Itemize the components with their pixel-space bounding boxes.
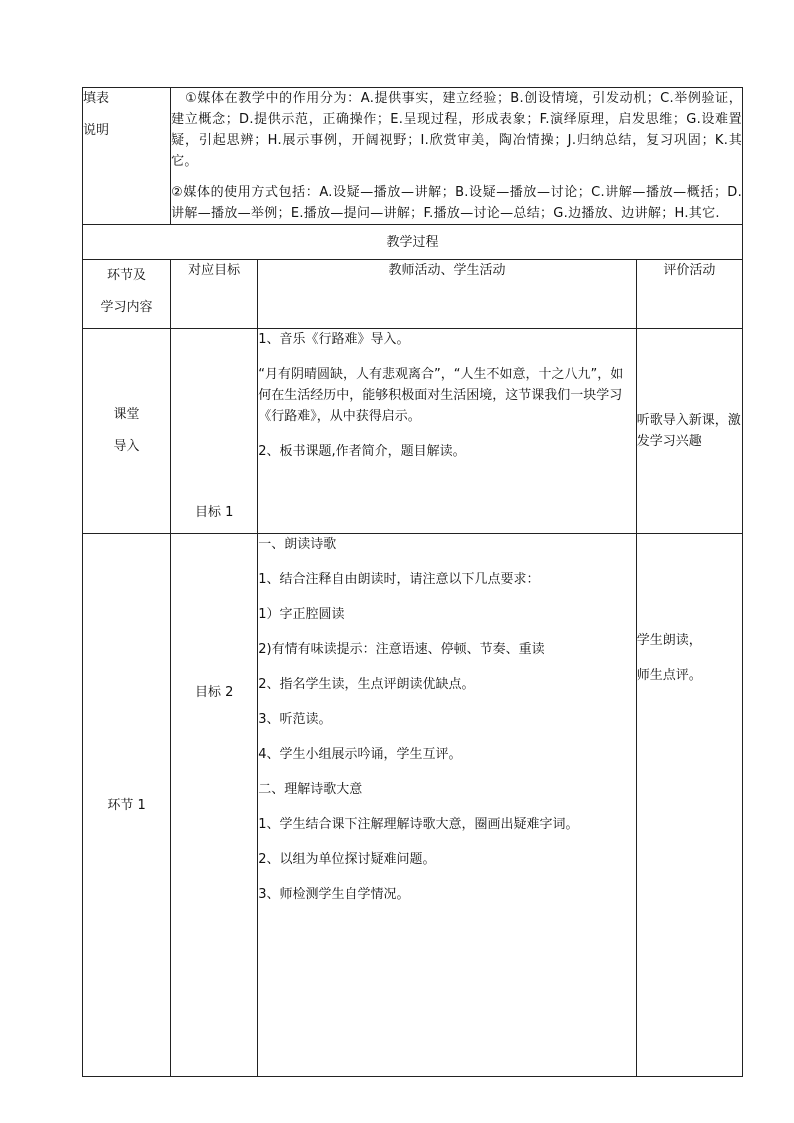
header-goal: 对应目标 (171, 260, 258, 329)
link1-evaluation-cell (636, 534, 742, 1077)
header-row (83, 260, 743, 329)
intro-evaluation-cell (636, 329, 742, 534)
intro-activity-2: “月有阴晴圆缺，人有悲观离合”，“人生不如意，十之八九”，如何在生活经历中，能够积极面对生活困境，这节课我们一块学习《行路难》，从中获得启示。 (258, 367, 624, 424)
lesson-plan-table (82, 87, 743, 1077)
header-evaluation: 评价活动 (636, 260, 742, 329)
intro-activity-3: 2、板书课题,作者简介，题目解读。 (258, 444, 466, 459)
link1-goal-cell (171, 534, 258, 1077)
link1-activity-9: 1、学生结合课下注解理解诗歌大意，圈画出疑难字词。 (258, 817, 579, 832)
note-label-cell (83, 88, 171, 225)
link1-activity-11: 3、师检测学生自学情况。 (258, 887, 410, 902)
intro-evaluation: 听歌导入新课，激发学习兴趣 (636, 413, 741, 449)
link1-activity-3: 1）字正腔圆读 (258, 607, 345, 622)
link1-activity-2: 1、结合注释自由朗读时，请注意以下几点要求： (258, 572, 540, 587)
link1-row (83, 534, 743, 1077)
link1-activity-1: 一、朗读诗歌 (258, 537, 337, 552)
note-label-line1: 填表 (83, 91, 110, 106)
intro-label-line1: 课堂 (113, 407, 140, 422)
header-stage-line1: 环节及 (107, 268, 147, 283)
header-stage-line2: 学习内容 (100, 300, 153, 315)
link1-activity-10: 2、以组为单位探讨疑难问题。 (258, 852, 436, 867)
intro-goal-cell (171, 329, 258, 534)
intro-label-line2: 导入 (113, 439, 140, 454)
section-title-row (83, 225, 743, 260)
link1-activity-6: 3、听范读。 (258, 712, 332, 727)
link1-activity-7: 4、学生小组展示吟诵，学生互评。 (258, 747, 462, 762)
intro-goal: 目标 1 (194, 505, 234, 520)
note-body-cell (171, 88, 743, 225)
note-row (83, 88, 743, 225)
link1-activity-5: 2、指名学生读，生点评朗读优缺点。 (258, 677, 475, 692)
intro-activity-1: 1、音乐《行路难》导入。 (258, 332, 410, 347)
link1-activity-8: 二、理解诗歌大意 (258, 782, 363, 797)
intro-stage-cell (83, 329, 171, 534)
header-stage (83, 260, 171, 329)
header-activities: 教师活动、学生活动 (258, 260, 637, 329)
link1-activity-4: 2)有情有味读提示：注意语速、停顿、节奏、重读 (258, 642, 545, 657)
note-paragraph-2: ②媒体的使用方式包括：A.设疑—播放—讲解；B.设疑—播放—讨论；C.讲解—播放—概括；D.讲解—播放—举例；E.播放—提问—讲解；F.播放—讨论—总结；G.边播放、边讲解；H.其它. (171, 185, 742, 221)
link1-evaluation-line1: 学生朗读， (636, 633, 702, 648)
link1-goal: 目标 2 (194, 685, 234, 700)
section-title: 教学过程 (83, 225, 743, 260)
intro-row (83, 329, 743, 534)
link1-label: 环节 1 (107, 797, 146, 813)
note-paragraph-1: ①媒体在教学中的作用分为：A.提供事实，建立经验；B.创设情境，引发动机；C.举例验证，建立概念；D.提供示范，正确操作；E.呈现过程，形成表象；F.演绎原理，启发思维；G.设难置疑，引起思辨；H.展示事例，开阔视野；I.欣赏审美，陶冶情操；J.归纳总结，复习巩固；K.其它。 (171, 91, 742, 169)
link1-stage-cell (83, 534, 171, 1077)
intro-activities-cell (258, 329, 637, 534)
note-label-line2: 说明 (83, 123, 110, 138)
link1-activities-cell (258, 534, 637, 1077)
link1-evaluation-line2: 师生点评。 (636, 668, 702, 683)
